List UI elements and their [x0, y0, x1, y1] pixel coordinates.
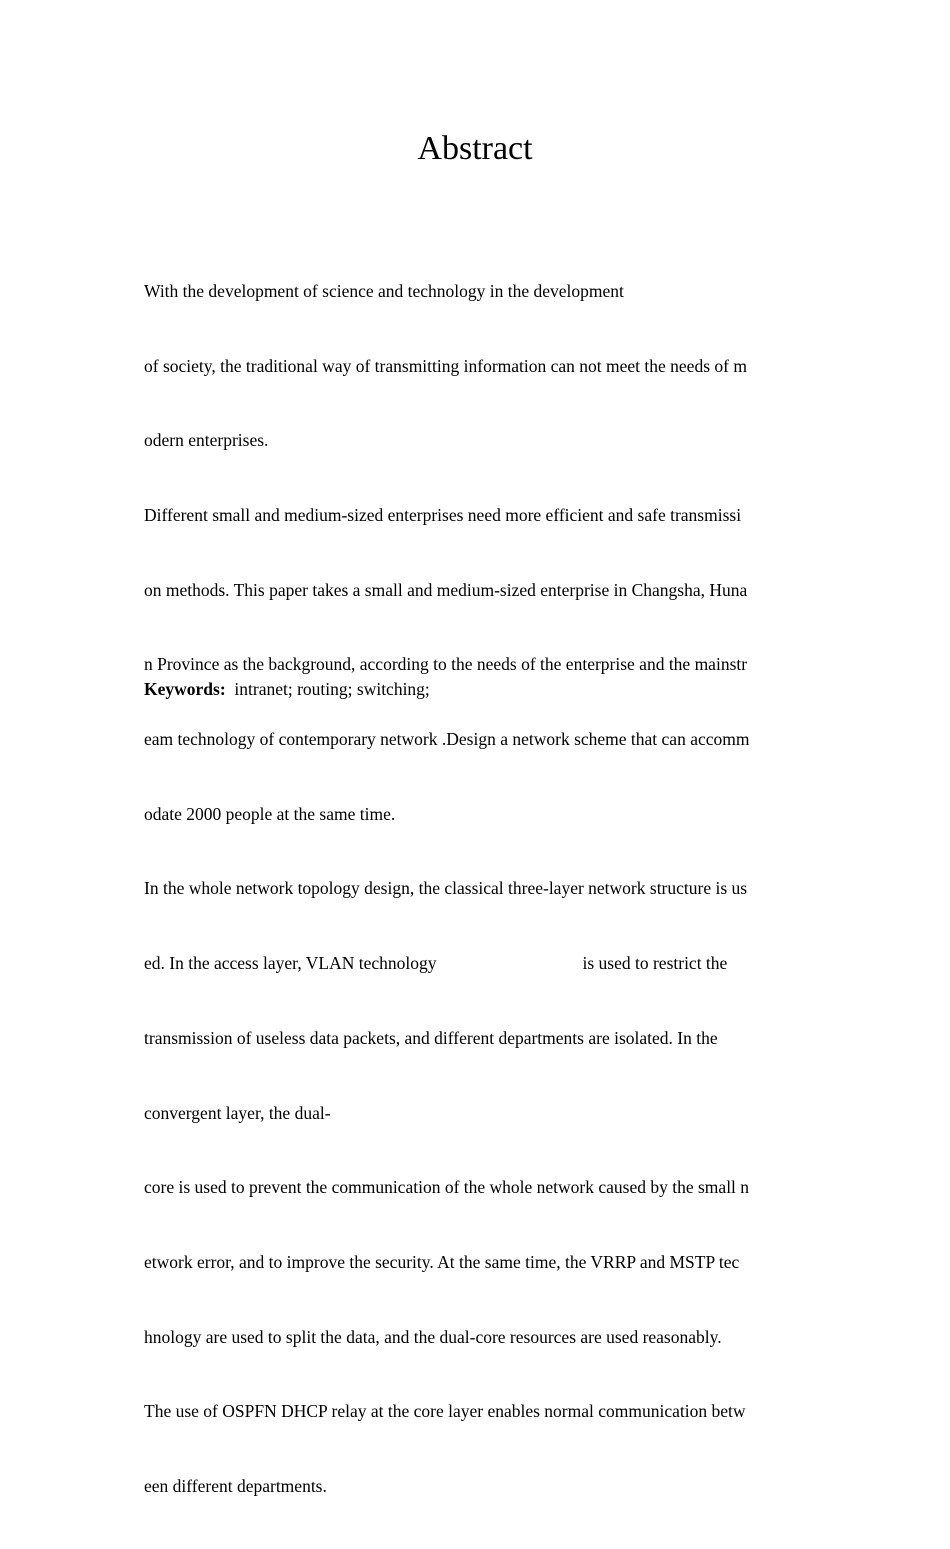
abstract-line: transmission of useless data packets, and different departments are isolated. In the [144, 1027, 718, 1048]
abstract-line: n Province as the background, according to the needs of the enterprise and the mainstr [144, 654, 748, 675]
abstract-line: core is used to prevent the communication of the whole network caused by the small n [144, 1177, 750, 1198]
abstract-line: of society, the traditional way of transmitting information can not meet the needs of m [144, 355, 747, 376]
abstract-line: In the whole network topology design, the classical three-layer network structure is us [144, 878, 748, 899]
abstract-line: etwork error, and to improve the security. At the same time, the VRRP and MSTP tec [144, 1251, 740, 1272]
abstract-line: odern enterprises. [144, 430, 269, 451]
abstract-line: on methods. This paper takes a small and medium-sized enterprise in Changsha, Huna [144, 579, 748, 600]
abstract-line: hnology are used to split the data, and the dual-core resources are used reasonably. [144, 1326, 722, 1347]
keywords-value: intranet; routing; switching; [234, 679, 430, 699]
abstract-line: odate 2000 people at the same time. [144, 803, 396, 824]
abstract-line-part: is used to restrict the [582, 953, 728, 974]
keywords-label: Keywords: [144, 679, 226, 699]
abstract-line: eam technology of contemporary network .Design a network scheme that can accomm [144, 729, 750, 750]
abstract-line: Different small and medium-sized enterprises need more efficient and safe transmissi [144, 504, 742, 525]
abstract-line: The use of OSPFN DHCP relay at the core layer enables normal communication betw [144, 1401, 746, 1422]
abstract-body [144, 229, 824, 1549]
abstract-line-split [144, 951, 824, 976]
abstract-line: With the development of science and technology in the development [144, 280, 624, 301]
abstract-line: een different departments. [144, 1476, 327, 1497]
abstract-line: convergent layer, the dual- [144, 1102, 331, 1123]
abstract-line-part: ed. In the access layer, VLAN technology [144, 953, 437, 974]
keywords-line [144, 677, 430, 702]
page-title: Abstract [417, 130, 533, 167]
